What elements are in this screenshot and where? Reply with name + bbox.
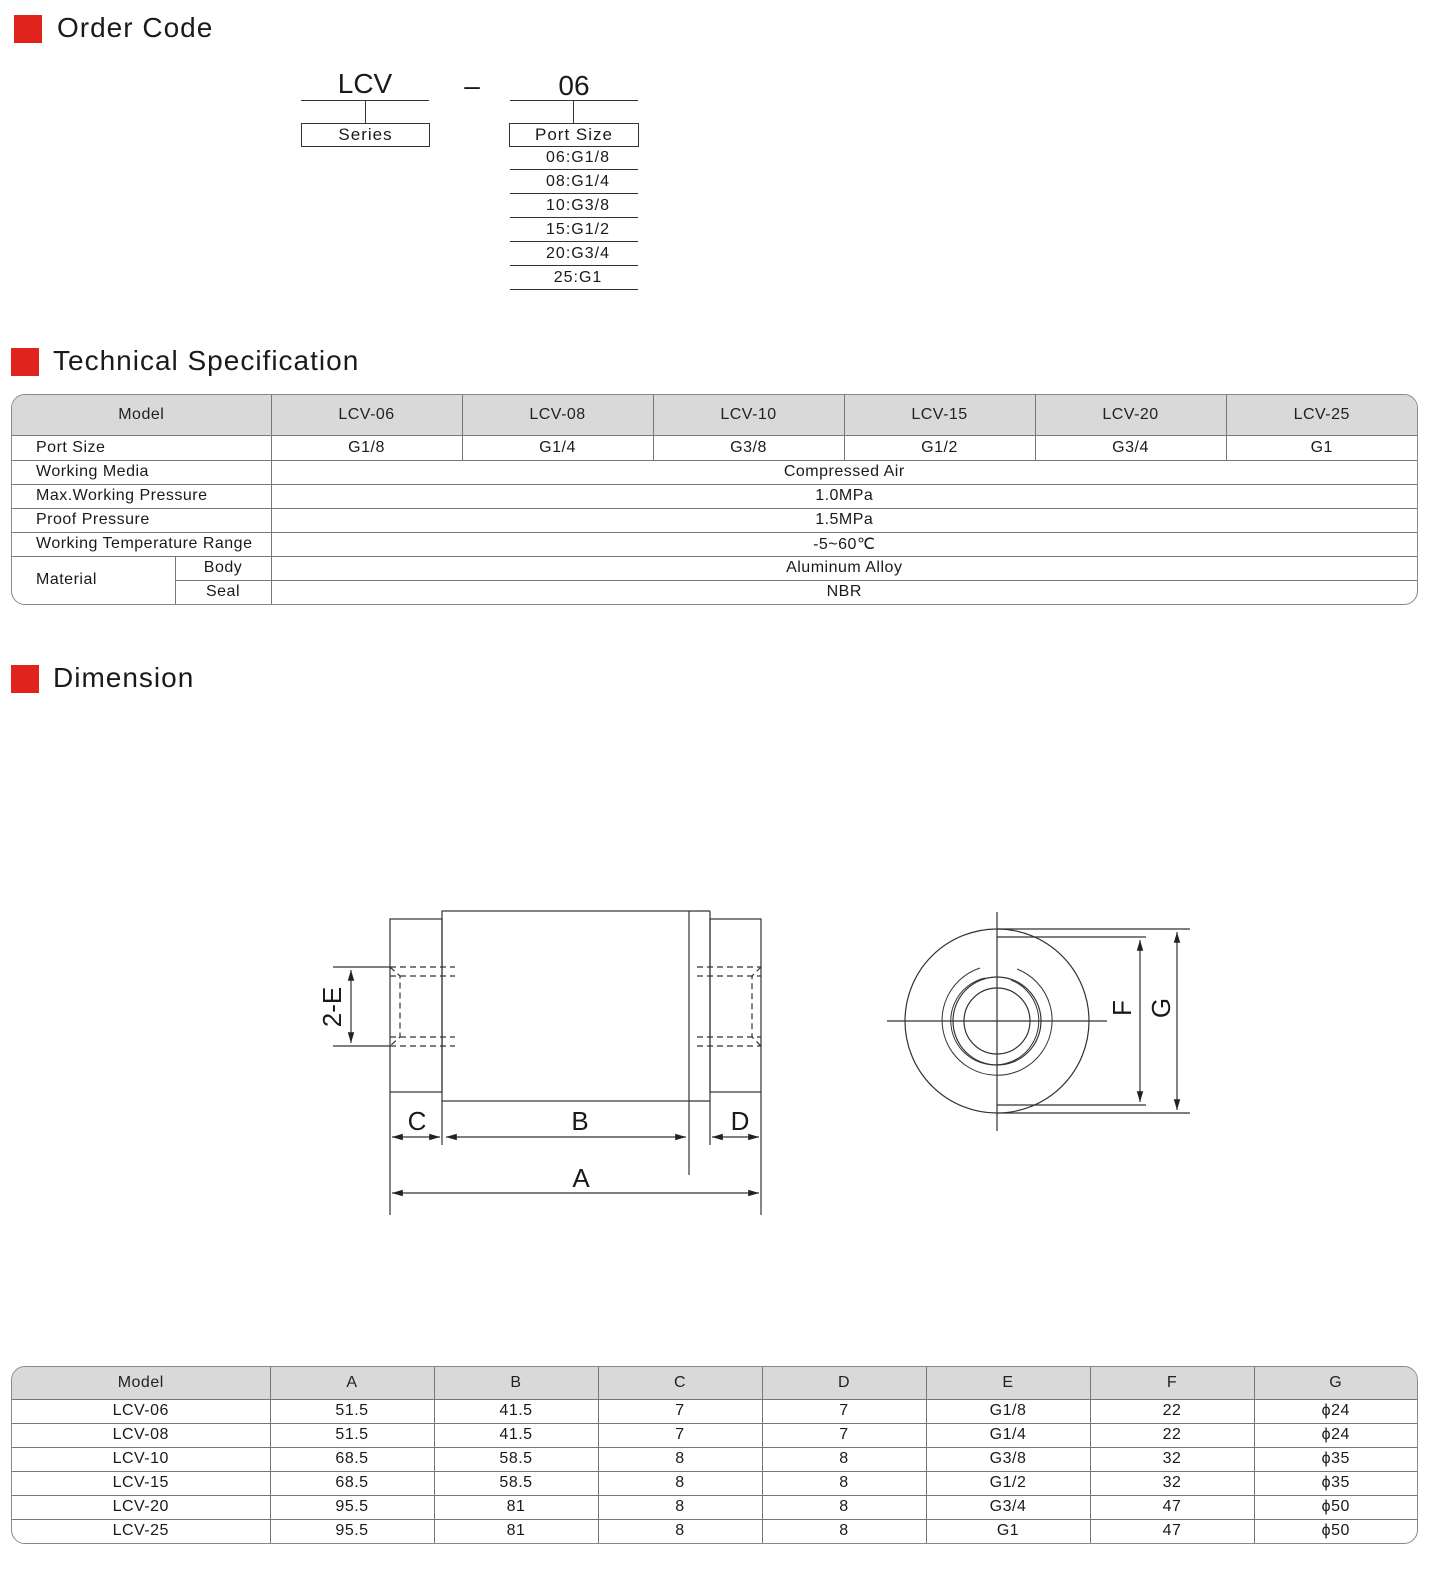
table-row xyxy=(12,1471,1417,1495)
dim-cell: LCV-10 xyxy=(12,1447,270,1471)
dim-cell: 8 xyxy=(598,1519,762,1543)
spec-row-label: Max.Working Pressure xyxy=(12,484,271,508)
section-title: Order Code xyxy=(57,12,214,43)
port-size-label-box: Port Size xyxy=(509,123,639,147)
dim-cell: LCV-20 xyxy=(12,1495,270,1519)
dim-cell: 68.5 xyxy=(270,1447,434,1471)
dim-cell: ϕ35 xyxy=(1254,1447,1417,1471)
dim-header-cell: F xyxy=(1090,1367,1254,1399)
port-size-option: 06:G1/8 xyxy=(510,147,638,170)
dim-cell: G1/4 xyxy=(926,1423,1090,1447)
dim-cell: ϕ24 xyxy=(1254,1399,1417,1423)
port-code: 06 xyxy=(558,70,590,101)
table-row xyxy=(12,1423,1417,1447)
dim-cell: LCV-25 xyxy=(12,1519,270,1543)
dim-header-cell: B xyxy=(434,1367,598,1399)
dim-cell: 8 xyxy=(598,1495,762,1519)
label-f: F xyxy=(1107,1000,1137,1016)
table-row xyxy=(12,1495,1417,1519)
dim-cell: 68.5 xyxy=(270,1471,434,1495)
spec-material-label: Material xyxy=(12,556,175,604)
dim-cell: G3/8 xyxy=(926,1447,1090,1471)
dim-cell: 81 xyxy=(434,1495,598,1519)
dim-cell: 32 xyxy=(1090,1471,1254,1495)
dim-header-cell: D xyxy=(762,1367,926,1399)
spec-material-sublabel: Seal xyxy=(175,580,271,604)
dim-header-cell: A xyxy=(270,1367,434,1399)
port-size-option: 15:G1/2 xyxy=(510,219,638,242)
dim-cell: 22 xyxy=(1090,1399,1254,1423)
dim-cell: LCV-08 xyxy=(12,1423,270,1447)
dim-cell: 7 xyxy=(762,1399,926,1423)
dim-cell: LCV-15 xyxy=(12,1471,270,1495)
dim-cell: 8 xyxy=(762,1447,926,1471)
dim-cell: 8 xyxy=(762,1519,926,1543)
dim-cell: 58.5 xyxy=(434,1471,598,1495)
valve-right-end xyxy=(710,919,761,1092)
spec-header-model-cell: LCV-10 xyxy=(653,395,844,435)
dim-cell: 32 xyxy=(1090,1447,1254,1471)
label-a: A xyxy=(572,1163,590,1193)
table-row xyxy=(12,1399,1417,1423)
spec-port-size-cell: G1/4 xyxy=(462,435,653,460)
spec-row-label: Port Size xyxy=(12,435,271,460)
spec-row-value: NBR xyxy=(271,580,1417,604)
spec-port-size-cell: G1 xyxy=(1226,435,1417,460)
spec-row-value: 1.5MPa xyxy=(271,508,1417,532)
port-size-option: 20:G3/4 xyxy=(510,243,638,266)
dim-cell: ϕ50 xyxy=(1254,1495,1417,1519)
port-size-option: 10:G3/8 xyxy=(510,195,638,218)
spec-row-value: -5~60℃ xyxy=(271,532,1417,556)
dim-header-cell: G xyxy=(1254,1367,1417,1399)
dim-cell: LCV-06 xyxy=(12,1399,270,1423)
dim-cell: 7 xyxy=(598,1423,762,1447)
dim-cell: G3/4 xyxy=(926,1495,1090,1519)
code-dash: – xyxy=(464,70,480,101)
dim-cell: ϕ50 xyxy=(1254,1519,1417,1543)
dim-cell: 41.5 xyxy=(434,1399,598,1423)
port-size-option: 25:G1 xyxy=(510,267,638,290)
spec-header-model-cell: LCV-06 xyxy=(271,395,462,435)
table-row xyxy=(12,1519,1417,1543)
spec-port-size-cell: G1/2 xyxy=(844,435,1035,460)
dim-cell: 8 xyxy=(762,1495,926,1519)
dim-header-cell: E xyxy=(926,1367,1090,1399)
section-title: Dimension xyxy=(53,662,195,693)
spec-header-model-cell: LCV-20 xyxy=(1035,395,1226,435)
dim-cell: G1/8 xyxy=(926,1399,1090,1423)
dim-cell: 51.5 xyxy=(270,1399,434,1423)
dim-cell: 8 xyxy=(762,1471,926,1495)
table-row xyxy=(12,1447,1417,1471)
spec-row-label: Proof Pressure xyxy=(12,508,271,532)
dim-cell: 8 xyxy=(598,1447,762,1471)
dim-cell: ϕ35 xyxy=(1254,1471,1417,1495)
dimension-table xyxy=(11,1366,1418,1544)
spec-header-model-cell: LCV-15 xyxy=(844,395,1035,435)
dim-cell: 22 xyxy=(1090,1423,1254,1447)
port-size-option: 08:G1/4 xyxy=(510,171,638,194)
dim-cell: 47 xyxy=(1090,1495,1254,1519)
valve-left-end xyxy=(390,919,442,1092)
dim-header-cell: Model xyxy=(12,1367,270,1399)
valve-body xyxy=(442,911,689,1101)
section-title: Technical Specification xyxy=(53,345,360,376)
label-d: D xyxy=(730,1106,750,1136)
dim-cell: 41.5 xyxy=(434,1423,598,1447)
label-2-e: 2-E xyxy=(317,986,347,1028)
series-label-box: Series xyxy=(301,123,430,147)
spec-header-model-cell: LCV-25 xyxy=(1226,395,1417,435)
dim-cell: G1 xyxy=(926,1519,1090,1543)
spec-row-value: Aluminum Alloy xyxy=(271,556,1417,580)
spec-port-size-cell: G1/8 xyxy=(271,435,462,460)
spec-row-label: Working Temperature Range xyxy=(12,532,271,556)
label-b: B xyxy=(571,1106,589,1136)
spec-material-sublabel: Body xyxy=(175,556,271,580)
dim-cell: G1/2 xyxy=(926,1471,1090,1495)
spec-port-size-cell: G3/4 xyxy=(1035,435,1226,460)
dim-cell: ϕ24 xyxy=(1254,1423,1417,1447)
spec-port-size-cell: G3/8 xyxy=(653,435,844,460)
spec-header-model-cell: LCV-08 xyxy=(462,395,653,435)
dim-cell: 95.5 xyxy=(270,1495,434,1519)
dim-header-cell: C xyxy=(598,1367,762,1399)
dim-cell: 7 xyxy=(598,1399,762,1423)
dim-cell: 8 xyxy=(598,1471,762,1495)
dim-cell: 51.5 xyxy=(270,1423,434,1447)
spec-row-value: Compressed Air xyxy=(271,460,1417,484)
dim-cell: 81 xyxy=(434,1519,598,1543)
spec-header-model: Model xyxy=(12,395,271,435)
spec-row-value: 1.0MPa xyxy=(271,484,1417,508)
label-g: G xyxy=(1146,997,1176,1019)
dim-cell: 95.5 xyxy=(270,1519,434,1543)
dim-cell: 47 xyxy=(1090,1519,1254,1543)
series-code: LCV xyxy=(337,68,393,99)
dim-cell: 7 xyxy=(762,1423,926,1447)
spec-row-label: Working Media xyxy=(12,460,271,484)
label-c: C xyxy=(407,1106,427,1136)
dim-cell: 58.5 xyxy=(434,1447,598,1471)
